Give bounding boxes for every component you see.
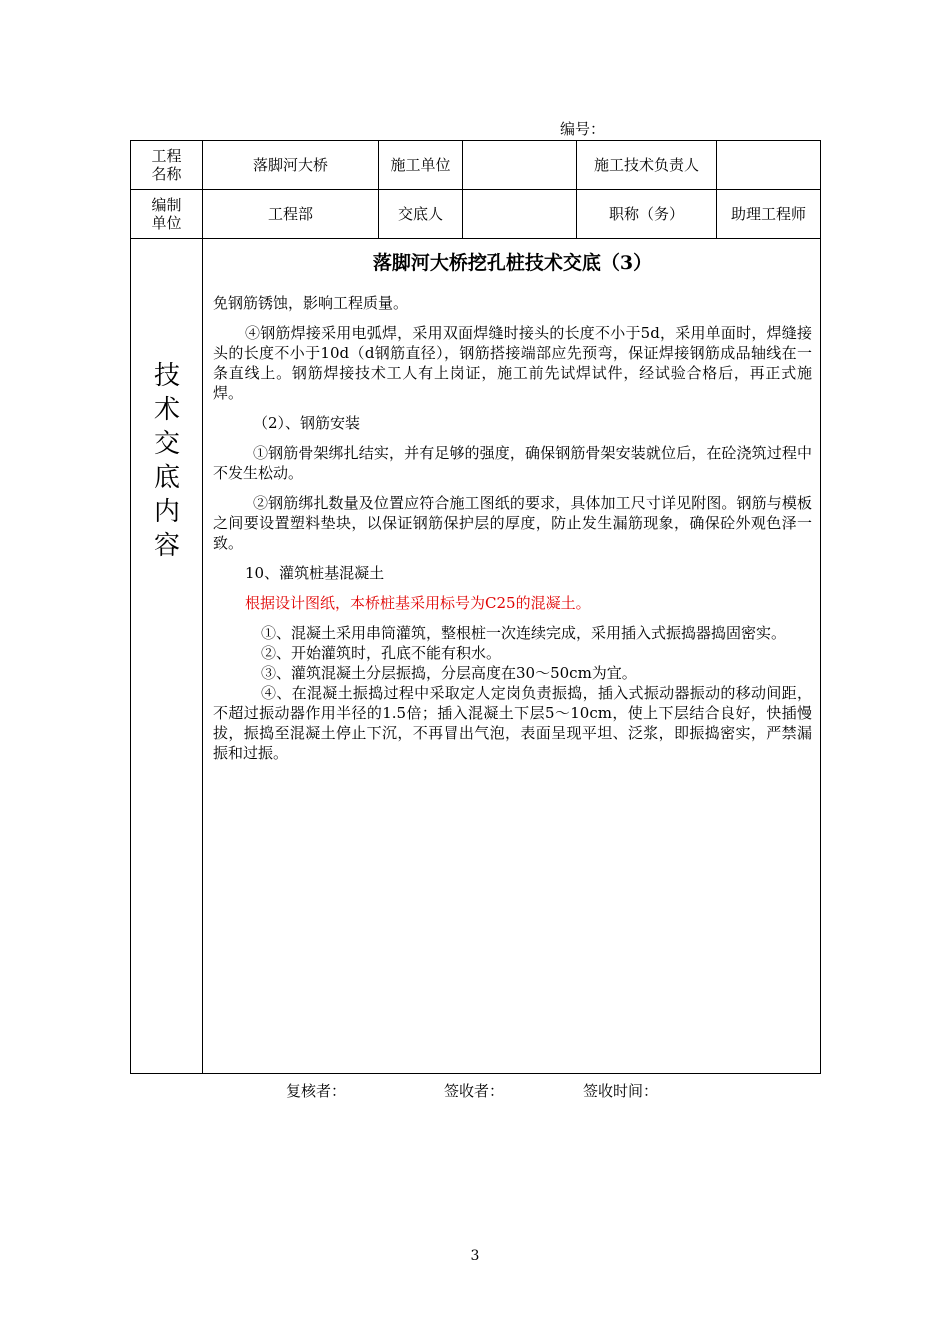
compiling-unit-label: 编制 单位 [131, 190, 203, 239]
paragraph-welding: ④钢筋焊接采用电弧焊，采用双面焊缝时接头的长度不小于5d，采用单面时，焊缝接头的长度不小于10d（d钢筋直径），钢筋搭接端部应先预弯，保证焊接钢筋成品轴线在一条直线上。钢筋焊接技术工人有上岗证，施工前先试焊试件，经试验合格后，再正式施焊。 [213, 324, 812, 402]
paragraph-vibration-procedure: ④、在混凝土振捣过程中采取定人定岗负责振捣，插入式振动器振动的移动间距，不超过振动器作用半径的1.5倍；插入混凝土下层5～10cm，使上下层结合良好，快插慢拔，振捣至混凝土停止下沉，不再冒出气泡，表面呈现平坦、泛浆，即振捣密实，严禁漏振和过振。 [213, 684, 812, 762]
paragraph-concrete-heading: 10、灌筑桩基混凝土 [245, 564, 385, 582]
tech-disclosure-form [130, 140, 821, 1074]
form-row-project [131, 141, 821, 190]
presenter-label: 交底人 [379, 190, 463, 239]
project-name-value: 落脚河大桥 [203, 141, 379, 190]
content-body-cell [203, 239, 821, 1074]
construction-unit-value [463, 141, 577, 190]
paragraph-continuation: 免钢筋锈蚀，影响工程质量。 [213, 294, 409, 312]
receiver-label: 签收者： [444, 1082, 505, 1100]
page-number: 3 [470, 1248, 480, 1264]
paragraph-concrete-grade: 根据设计图纸，本桥桩基采用标号为C25的混凝土。 [245, 594, 591, 612]
disclosure-title: 落脚河大桥挖孔桩技术交底（3） [372, 252, 653, 274]
presenter-value [463, 190, 577, 239]
content-vertical-label: 技 术 交 底 内 容 [153, 361, 180, 561]
job-title-label: 职称（务） [577, 190, 717, 239]
content-label-cell [131, 239, 203, 1074]
construction-unit-label: 施工单位 [379, 141, 463, 190]
tech-lead-value [717, 141, 821, 190]
form-row-organization [131, 190, 821, 239]
paragraph-layer-vibration: ③、灌筑混凝土分层振捣，分层高度在30～50cm为宜。 [261, 664, 637, 682]
tech-lead-label: 施工技术负责人 [577, 141, 717, 190]
compiling-unit-value: 工程部 [203, 190, 379, 239]
job-title-value: 助理工程师 [717, 190, 821, 239]
receipt-time-label: 签收时间： [583, 1082, 659, 1100]
document-number-label: 编号： [560, 120, 606, 138]
reviewer-label: 复核者： [286, 1082, 347, 1100]
paragraph-rebar-install-heading: （2）、钢筋安装 [253, 414, 361, 432]
paragraph-rebar-binding: ②钢筋绑扎数量及位置应符合施工图纸的要求，具体加工尺寸详见附图。钢筋与模板之间要设置塑料垫块，以保证钢筋保护层的厚度，防止发生漏筋现象，确保砼外观色泽一致。 [213, 494, 812, 552]
project-name-label: 工程 名称 [131, 141, 203, 190]
form-row-content [131, 239, 821, 1074]
paragraph-rebar-cage: ①钢筋骨架绑扎结实，并有足够的强度，确保钢筋骨架安装就位后，在砼浇筑过程中不发生松动。 [213, 444, 812, 482]
paragraph-no-water: ②、开始灌筑时，孔底不能有积水。 [261, 644, 502, 662]
paragraph-concrete-pouring: ①、混凝土采用串筒灌筑，整根桩一次连续完成，采用插入式振捣器捣固密实。 [261, 624, 787, 642]
